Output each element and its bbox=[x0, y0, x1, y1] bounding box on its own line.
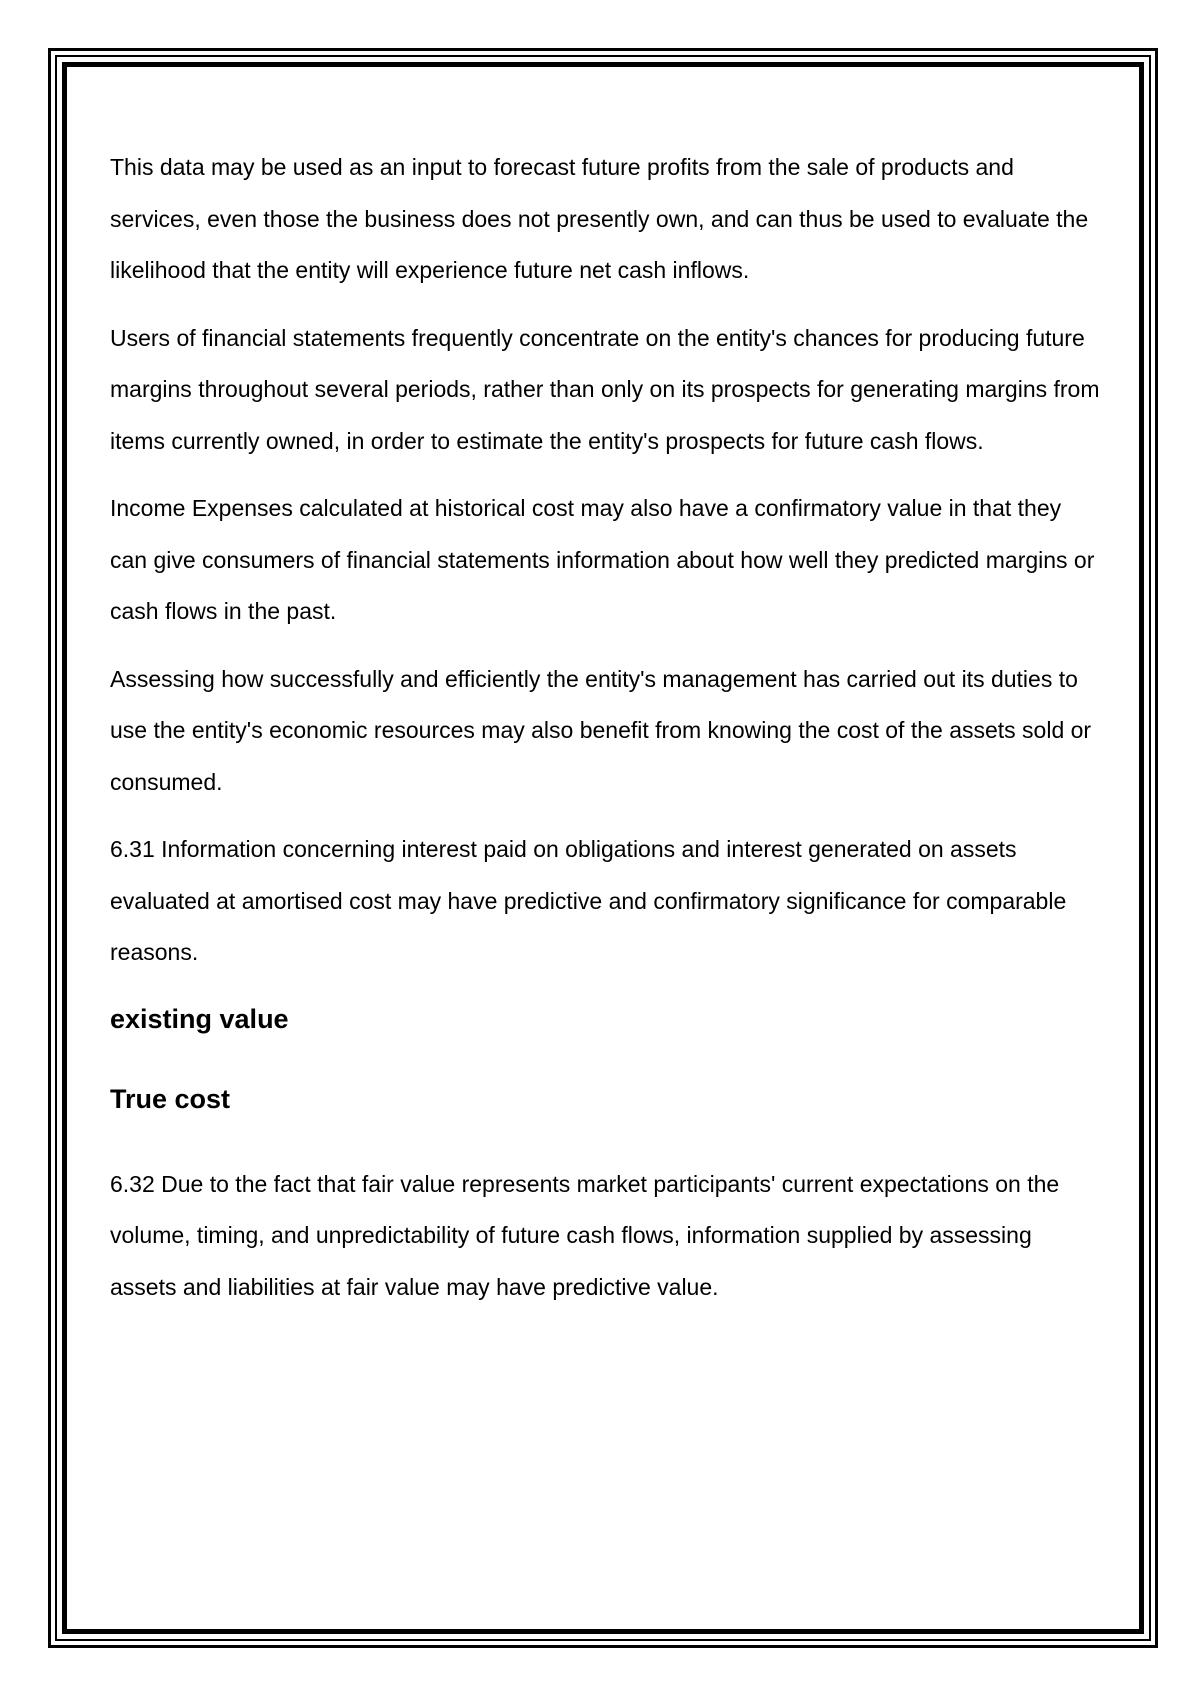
paragraph-income-expenses: Income Expenses calculated at historical cost may also have a confirmatory value in that they can give consumers of financial statements information about how well they predicted margins or cash flows in the past. bbox=[110, 495, 1095, 624]
paragraph-assessing-management: Assessing how successfully and efficiently the entity's management has carried out its duties to use the entity's economic resources may also benefit from knowing the cost of the assets sold or consumed. bbox=[110, 665, 1092, 795]
document-body bbox=[110, 142, 1100, 1329]
heading-existing-value: existing value bbox=[110, 1003, 289, 1034]
paragraph-forecast-profits: This data may be used as an input to forecast future profits from the sale of products and services, even those the business does not presently own, and can thus be used to evaluate the likelihood that the entity will experience future net cash inflows. bbox=[110, 154, 1089, 283]
paragraph-6-31: 6.31 Information concerning interest paid on obligations and interest generated on assets evaluated at amortised cost may have predictive and confirmatory significance for comparable reasons. bbox=[110, 836, 1067, 965]
paragraph-6-32: 6.32 Due to the fact that fair value represents market participants' current expectations on the volume, timing, and unpredictability of future cash flows, information supplied by assessing assets and liabilities at fair value may have predictive value. bbox=[110, 1170, 1060, 1300]
paragraph-users-of-statements: Users of financial statements frequently concentrate on the entity's chances for producing future margins throughout several periods, rather than only on its prospects for generating margins from items currently owned, in order to estimate the entity's prospects for future cash flows. bbox=[110, 324, 1100, 454]
heading-true-cost: True cost bbox=[110, 1083, 231, 1114]
